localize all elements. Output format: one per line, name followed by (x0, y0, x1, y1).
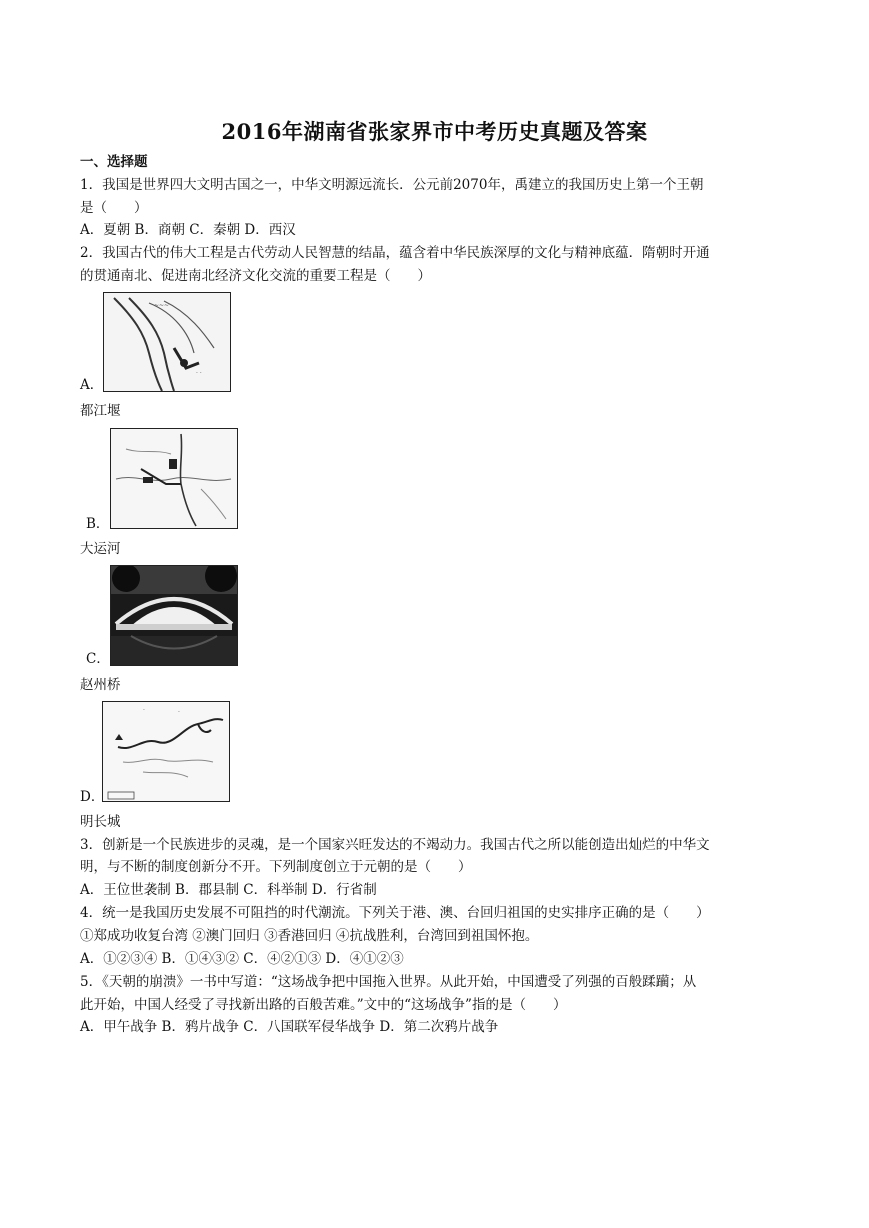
q1-stem-line1: 1．我国是世界四大文明古国之一，中华文明源远流长．公元前2070年，禹建立的我国历史上第一个王朝 (80, 177, 704, 193)
option-a-letter: A． (80, 377, 104, 393)
option-b-letter: B． (86, 516, 110, 532)
canal-map-image (111, 429, 237, 528)
great-wall-map-image (103, 702, 229, 801)
option-d-image (102, 701, 230, 802)
q5-stem-line1: 5．《天朝的崩溃》一书中写道：“这场战争把中国拖入世界。从此开始，中国遭受了列强的百般蹂躏；从 (80, 974, 697, 990)
q4-options: A．①②③④ B．①④③② C．④②①③ D．④①②③ (80, 951, 404, 967)
svg-text:~~~: ~~~ (154, 302, 170, 309)
option-a-caption: 都江堰 (80, 403, 121, 419)
option-a-image (103, 292, 231, 392)
document-title: 2016年湖南省张家界市中考历史真题及答案 (221, 119, 648, 144)
svg-text:·: · (143, 707, 145, 714)
svg-text:· ·: · · (196, 370, 202, 377)
bridge-photo-image (111, 566, 237, 665)
section-heading: 一、选择题 (80, 154, 148, 170)
q2-stem-line1: 2．我国古代的伟大工程是古代劳动人民智慧的结晶，蕴含着中华民族深厚的文化与精神底蕴．隋朝时开通 (80, 245, 710, 261)
q5-options: A．甲午战争 B．鸦片战争 C．八国联军侵华战争 D．第二次鸦片战争 (80, 1019, 499, 1035)
svg-text:·: · (178, 709, 180, 716)
option-c-caption: 赵州桥 (80, 677, 121, 693)
option-d-caption: 明长城 (80, 814, 121, 830)
option-b-caption: 大运河 (80, 541, 121, 557)
option-c-letter: C． (86, 651, 110, 667)
q1-options: A．夏朝 B．商朝 C．秦朝 D．西汉 (80, 222, 296, 238)
option-c-image (110, 565, 238, 666)
q1-stem-line2: 是（ ） (80, 200, 148, 216)
q2-stem-line2: 的贯通南北、促进南北经济文化交流的重要工程是（ ） (80, 268, 431, 284)
option-b-image (110, 428, 238, 529)
option-d-letter: D． (80, 789, 105, 805)
q4-stem-line1: 4．统一是我国历史发展不可阻挡的时代潮流。下列关于港、澳、台回归祖国的史实排序正确的是（ ） (80, 905, 710, 921)
q4-stem-line2: ①郑成功收复台湾 ②澳门回归 ③香港回归 ④抗战胜利，台湾回到祖国怀抱。 (80, 928, 539, 944)
q3-stem-line1: 3．创新是一个民族进步的灵魂，是一个国家兴旺发达的不竭动力。我国古代之所以能创造出灿烂的中华文 (80, 837, 710, 853)
q3-options: A．王位世袭制 B．郡县制 C．科举制 D．行省制 (80, 882, 377, 898)
q5-stem-line2: 此开始，中国人经受了寻找新出路的百般苦难。”文中的“这场战争”指的是（ ） (80, 997, 567, 1013)
river-map-image (104, 293, 230, 391)
q3-stem-line2: 明，与不断的制度创新分不开。下列制度创立于元朝的是（ ） (80, 859, 472, 875)
